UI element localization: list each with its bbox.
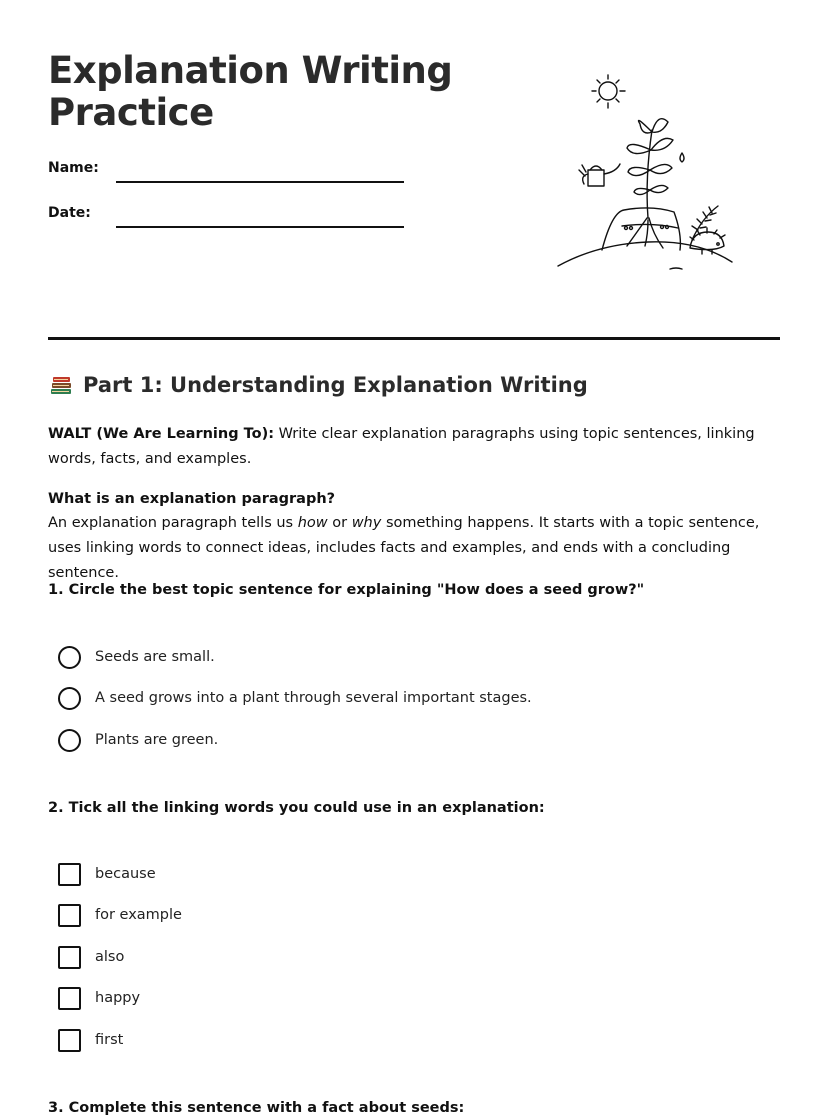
checkbox[interactable] [58,863,81,886]
q2-option-2-label: for example [95,907,182,923]
q1-option-3-label: Plants are green. [95,732,219,748]
seed-growing-plant-illustration [552,70,738,276]
walt-paragraph [48,422,768,472]
checkbox[interactable] [58,1029,81,1052]
date-label: Date: [48,205,91,221]
part1-heading [48,372,588,398]
walt-text: Write clear explanation paragraphs using topic sentences, linking words, facts, and examples. [48,426,755,467]
question-1-prompt: 1. Circle the best topic sentence for explaining "How does a seed grow?" [48,582,645,598]
name-field[interactable] [116,181,404,183]
part1-heading-text: Part 1: Understanding Explanation Writing [83,373,588,397]
q1-option-3[interactable] [58,728,218,752]
checkbox[interactable] [58,946,81,969]
walt-label: WALT (We Are Learning To): [48,426,274,442]
radio-button[interactable] [58,729,81,752]
q2-option-3-label: also [95,949,125,965]
what-is-or: or [327,515,352,531]
q1-option-2-label: A seed grows into a plant through several important stages. [95,690,532,706]
sun-icon [592,75,625,108]
checkbox[interactable] [58,987,81,1010]
what-is-how: how [297,515,328,531]
what-is-post: something happens. It starts with a topic sentence, uses linking words to connect ideas, includes facts and examples, and ends with a concluding sentence. [48,515,760,581]
hedgehog-icon [690,228,725,254]
q2-option-1[interactable] [58,862,156,886]
what-is-heading: What is an explanation paragraph? [48,491,336,507]
q2-option-2[interactable] [58,903,182,927]
watering-can-icon [579,164,620,186]
q2-option-3[interactable] [58,945,124,969]
q1-option-1[interactable] [58,645,215,669]
q1-option-2[interactable] [58,686,532,710]
question-3-prompt: 3. Complete this sentence with a fact about seeds: [48,1100,465,1116]
q2-option-5[interactable] [58,1028,123,1052]
name-label: Name: [48,160,99,176]
date-field[interactable] [116,226,404,228]
plant-stem [647,130,652,218]
worksheet-title: Explanation Writing Practice [48,49,453,134]
books-icon [48,372,74,398]
q2-option-4-label: happy [95,990,141,1006]
checkbox[interactable] [58,904,81,927]
radio-button[interactable] [58,687,81,710]
what-is-pre: An explanation paragraph tells us [48,515,298,531]
radio-button[interactable] [58,646,81,669]
q1-option-1-label: Seeds are small. [95,649,215,665]
what-is-why: why [351,515,382,531]
water-drop-icon [680,153,684,162]
q2-option-1-label: because [95,866,156,882]
question-2-prompt: 2. Tick all the linking words you could use in an explanation: [48,800,545,816]
q2-option-4[interactable] [58,986,140,1010]
q2-option-5-label: first [95,1032,124,1048]
section-divider [48,337,780,340]
what-is-paragraph [48,511,768,586]
